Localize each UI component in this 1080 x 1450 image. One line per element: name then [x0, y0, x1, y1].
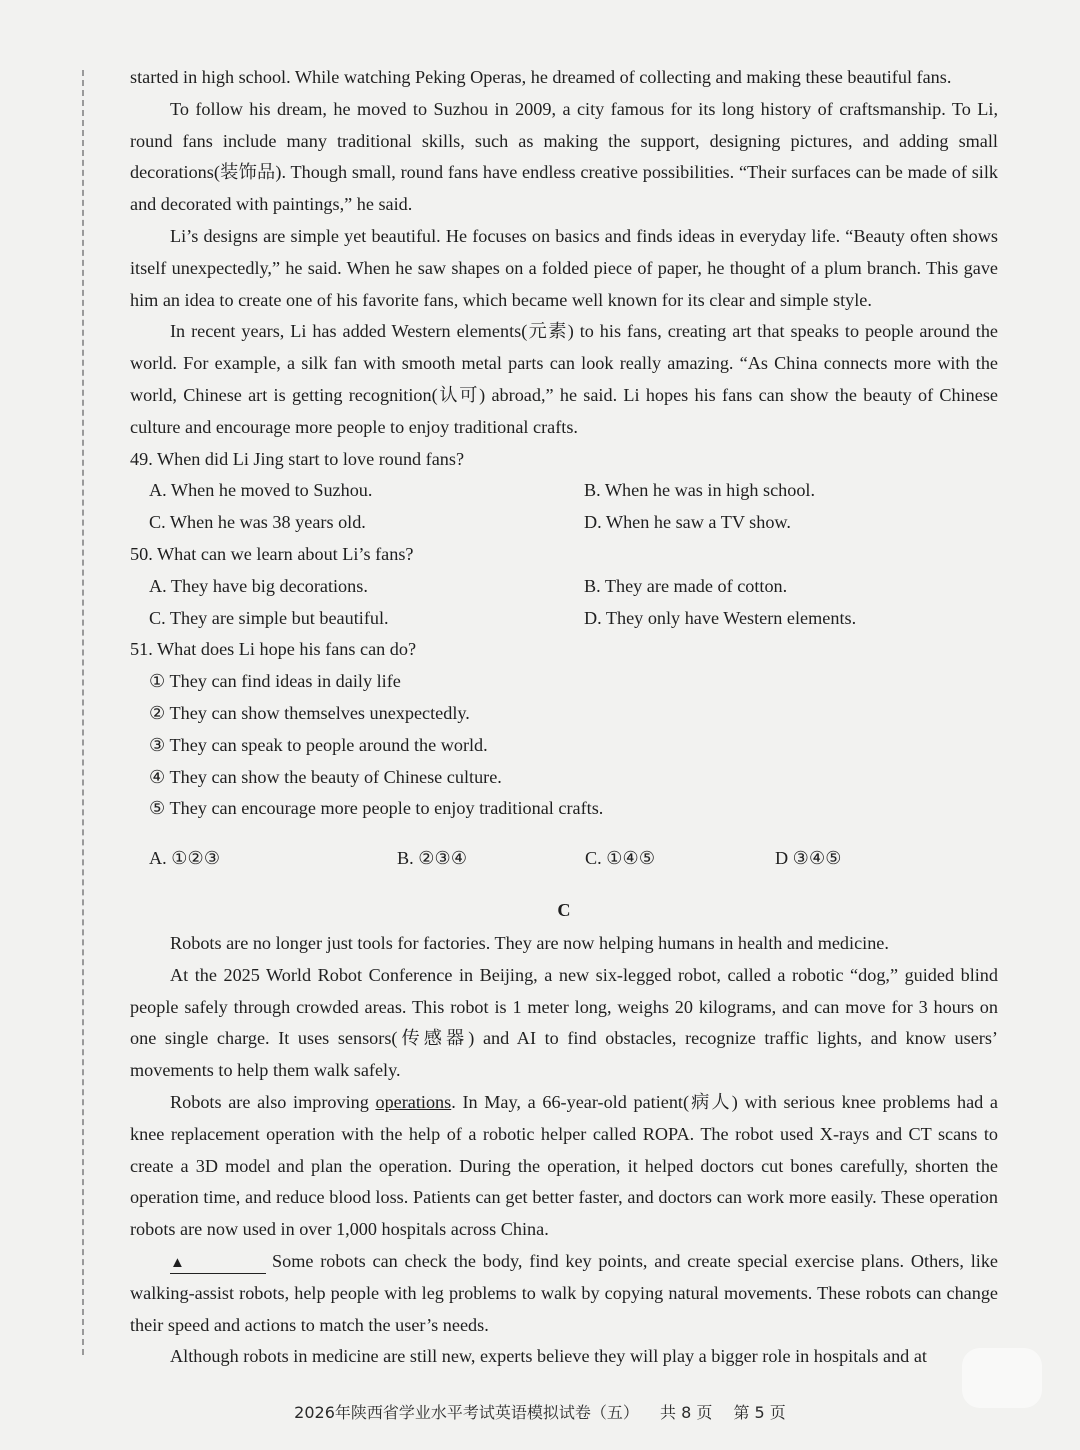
option-a: A. They have big decorations. — [149, 575, 368, 596]
option-a: A. When he moved to Suzhou. — [149, 480, 373, 501]
question-51-stem: 51. What does Li hope his fans can do? — [130, 639, 417, 660]
passage-b-paragraph: started in high school. While watching Peking Operas, he dreamed of collecting and making these beautiful fans. — [130, 67, 952, 87]
option-c: C. ①④⑤ — [585, 848, 656, 869]
question-49-stem: 49. When did Li Jing start to love round fans? — [130, 448, 465, 469]
page-number: 第 5 页 — [733, 1403, 786, 1422]
statement-item: ③ They can speak to people around the world. — [149, 734, 488, 755]
option-d: D ③④⑤ — [775, 848, 842, 869]
option-d: D. When he saw a TV show. — [584, 512, 791, 533]
question-49-options — [130, 475, 998, 539]
option-d: D. They only have Western elements. — [584, 607, 857, 628]
passage-b-paragraph: To follow his dream, he moved to Suzhou in 2009, a city famous for its long history of craftsmanship. To Li, round fans include many traditional skills, such as making the support, designing pictures, and adding small decorations(装饰品). Though small, round fans have endless creative possibilities. “Their surfaces can be made of silk and decorated with paintings,” he said. — [130, 98, 998, 215]
passage-c-paragraph — [130, 1246, 998, 1341]
underlined-word: operations — [375, 1092, 452, 1113]
statement-item: ⑤ They can encourage more people to enjoy traditional crafts. — [149, 798, 604, 819]
section-title: C — [557, 900, 571, 921]
watermark — [962, 1348, 1042, 1408]
option-a: A. ①②③ — [149, 848, 221, 869]
paragraph-text: Some robots can check the body, find key points, and create special exercise plans. Others, like walking-assist robots, help people with leg problems to walk by copying natural movements. These robots can change their speed and actions to match the user’s needs. — [130, 1251, 998, 1335]
option-b: B. They are made of cotton. — [584, 575, 788, 596]
option-b: B. When he was in high school. — [584, 480, 816, 501]
page-total: 共 8 页 — [660, 1403, 713, 1422]
statement-item: ② They can show themselves unexpectedly. — [149, 702, 470, 723]
answer-blank — [170, 1251, 266, 1274]
exam-page — [130, 62, 998, 1373]
page-footer — [0, 1400, 1080, 1423]
statement-item: ④ They can show the beauty of Chinese culture. — [149, 766, 502, 787]
passage-c-paragraph — [130, 1087, 998, 1246]
exam-title: 2026年陕西省学业水平考试英语模拟试卷（五） — [294, 1403, 639, 1422]
question-50-options — [130, 571, 998, 635]
passage-b-paragraph: Li’s designs are simple yet beautiful. He focuses on basics and finds ideas in everyday life. “Beauty often shows itself unexpectedly,” he said. When he saw shapes on a folded piece of paper, he thought of a plum branch. This gave him an idea to create one of his favorite fans, which became well known for its clear and simple style. — [130, 225, 998, 310]
passage-c-paragraph: At the 2025 World Robot Conference in Beijing, a new six-legged robot, called a robotic “dog,” guided blind people safely through crowded areas. This robot is 1 meter long, weighs 20 kilograms, and can move for 3 hours on one single charge. It uses sensors(传感器) and AI to find obstacles, recognize traffic lights, and know users’ movements to help them walk safely. — [130, 964, 998, 1081]
binding-line — [82, 70, 84, 1355]
passage-c-paragraph: Robots are no longer just tools for factories. They are now helping humans in health and medicine. — [170, 933, 889, 954]
triangle-icon: ▲ — [170, 1255, 185, 1272]
question-50-stem: 50. What can we learn about Li’s fans? — [130, 543, 414, 564]
passage-b-paragraph: In recent years, Li has added Western elements(元素) to his fans, creating art that speaks to people around the world. For example, a silk fan with smooth metal parts can look really amazing. “As China connects more with the world, Chinese art is getting recognition(认可) abroad,” he said. Li hopes his fans can show the beauty of Chinese culture and encourage more people to enjoy traditional crafts. — [130, 321, 998, 437]
option-c: C. They are simple but beautiful. — [149, 607, 389, 628]
paragraph-text: Robots are also improving — [170, 1092, 376, 1113]
option-c: C. When he was 38 years old. — [149, 512, 366, 533]
paragraph-text: . In May, a 66-year-old patient(病人) with serious knee problems had a knee replacement operation with the help of a robotic helper called ROPA. The robot used X-rays and CT scans to create a 3D model and plan the operation. During the operation, it helped doctors cut bones carefully, shorten the operation time, and reduce blood loss. Patients can get better faster, and doctors can work more easily. These operation robots are now used in over 1,000 hospitals across China. — [130, 1092, 998, 1240]
passage-c-paragraph: Although robots in medicine are still new, experts believe they will play a bigger role in hospitals and at — [170, 1346, 927, 1367]
option-b: B. ②③④ — [397, 848, 468, 869]
statement-item: ① They can find ideas in daily life — [149, 671, 401, 692]
question-51-options — [130, 825, 998, 893]
